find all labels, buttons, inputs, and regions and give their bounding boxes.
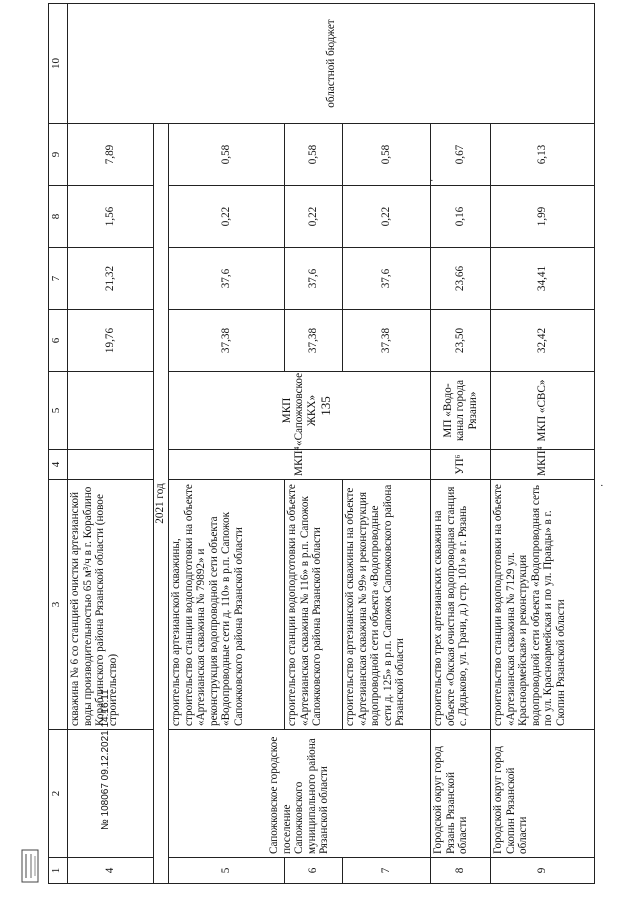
row-number: 8 — [431, 858, 491, 884]
speck-mark: · — [600, 480, 604, 492]
object-name-cell: строительство артезианской скважины, строительство станции водоподготовки на объекте «Артезианская скважина № 79892» и реконструкция водопроводной сети объекта «Водопроводные сети д. 110» в р.п. Сапожок Сапожковского района Рязанской области — [169, 480, 285, 730]
org-cell: МКП «Сапожковское ЖКХ» — [169, 372, 431, 450]
header-cell: 6 — [49, 310, 68, 372]
value-cell: 0,16 — [431, 186, 491, 248]
table-row — [491, 4, 595, 884]
value-cell: 32,42 — [491, 310, 595, 372]
stamp-icon — [20, 848, 40, 884]
value-cell: 37,6 — [343, 248, 431, 310]
row-number: 4 — [68, 858, 154, 884]
investment-table — [48, 3, 595, 884]
type-cell: МКП⁴ — [491, 450, 595, 480]
row-number: 9 — [491, 858, 595, 884]
value-cell: 37,6 — [169, 248, 285, 310]
header-cell: 3 — [49, 480, 68, 730]
row-number: 6 — [285, 858, 343, 884]
region-cell: Сапожковское городское поселение Сапожковского муниципального района Рязанской области — [169, 730, 431, 858]
header-cell: 9 — [49, 124, 68, 186]
value-cell: 7,89 — [68, 124, 154, 186]
value-cell: 37,38 — [285, 310, 343, 372]
header-cell: 10 — [49, 4, 68, 124]
value-cell: 6,13 — [491, 124, 595, 186]
value-cell: 37,6 — [285, 248, 343, 310]
header-cell: 5 — [49, 372, 68, 450]
object-name-cell: строительство станции водоподготовки на объекте «Артезианская скважина № 116» в р.п. Сапожок Сапожковского района Рязанской области — [285, 480, 343, 730]
value-cell: 0,22 — [169, 186, 285, 248]
value-cell: 1,99 — [491, 186, 595, 248]
header-cell: 8 — [49, 186, 68, 248]
value-cell: 1,56 — [68, 186, 154, 248]
org-cell — [68, 372, 154, 450]
year-label: 2021 год — [154, 124, 169, 884]
row-number: 7 — [343, 858, 431, 884]
object-name-cell: строительство станции водоподготовки на объекте «Артезианская скважина № 7129 ул. Красноармейская» и реконструкция водопроводной сети объекта «Водопроводная сеть по ул. Красноармейская и по ул. Правды» в г. Скопин Рязанской области — [491, 480, 595, 730]
value-cell: 37,38 — [169, 310, 285, 372]
type-cell: УП⁶ — [431, 450, 491, 480]
org-cell: МКП «СВС» — [491, 372, 595, 450]
value-cell: 0,58 — [169, 124, 285, 186]
page-number: 135 — [317, 396, 333, 416]
value-cell: 0,58 — [343, 124, 431, 186]
object-name-cell: строительство артезианской скважины на объекте «Артезианская скважина № 99» и реконструкция водопроводной сети объекта «Водопроводные сети д. 125» в р.п. Сапожок Сапожковского района Рязанской области — [343, 480, 431, 730]
value-cell: 0,58 — [285, 124, 343, 186]
org-cell: МП «Водо-канал города Рязани» — [431, 372, 491, 450]
table-row — [169, 4, 285, 884]
source-cell: областной бюджет — [68, 4, 595, 124]
speck-mark: · — [430, 175, 434, 187]
type-cell: МКП⁴ — [169, 450, 431, 480]
header-cell: 7 — [49, 248, 68, 310]
scan-registration-stamp: № 108067 09.12.2021 14:16:11 — [100, 689, 111, 830]
header-cell: 4 — [49, 450, 68, 480]
header-row — [49, 4, 68, 884]
value-cell: 0,22 — [285, 186, 343, 248]
value-cell: 37,38 — [343, 310, 431, 372]
rotated-table-wrapper — [48, 4, 628, 884]
table-row — [431, 4, 491, 884]
type-cell — [68, 450, 154, 480]
value-cell: 19,76 — [68, 310, 154, 372]
row-number: 5 — [169, 858, 285, 884]
header-cell: 1 — [49, 858, 68, 884]
object-name-cell: строительство трех артезианских скважин на объекте «Окская очистная водопроводная станция с. Дядьково, ул. Грачи, д.) стр. 101» в г. Рязань — [431, 480, 491, 730]
value-cell: 0,22 — [343, 186, 431, 248]
value-cell: 34,41 — [491, 248, 595, 310]
value-cell: 23,50 — [431, 310, 491, 372]
region-cell: Городской округ город Скопин Рязанской области — [491, 730, 595, 858]
object-name-cell: скважина № 6 со станцией очистки артезианской воды производительностью 65 м³/ч в г. Кораблино Кораблинского района Рязанской области (новое строительство) — [68, 480, 154, 730]
value-cell: 21,32 — [68, 248, 154, 310]
value-cell: 0,67 — [431, 124, 491, 186]
value-cell: 23,66 — [431, 248, 491, 310]
region-cell: Городской округ город Рязань Рязанской области — [431, 730, 491, 858]
header-cell: 2 — [49, 730, 68, 858]
year-row — [154, 4, 169, 884]
